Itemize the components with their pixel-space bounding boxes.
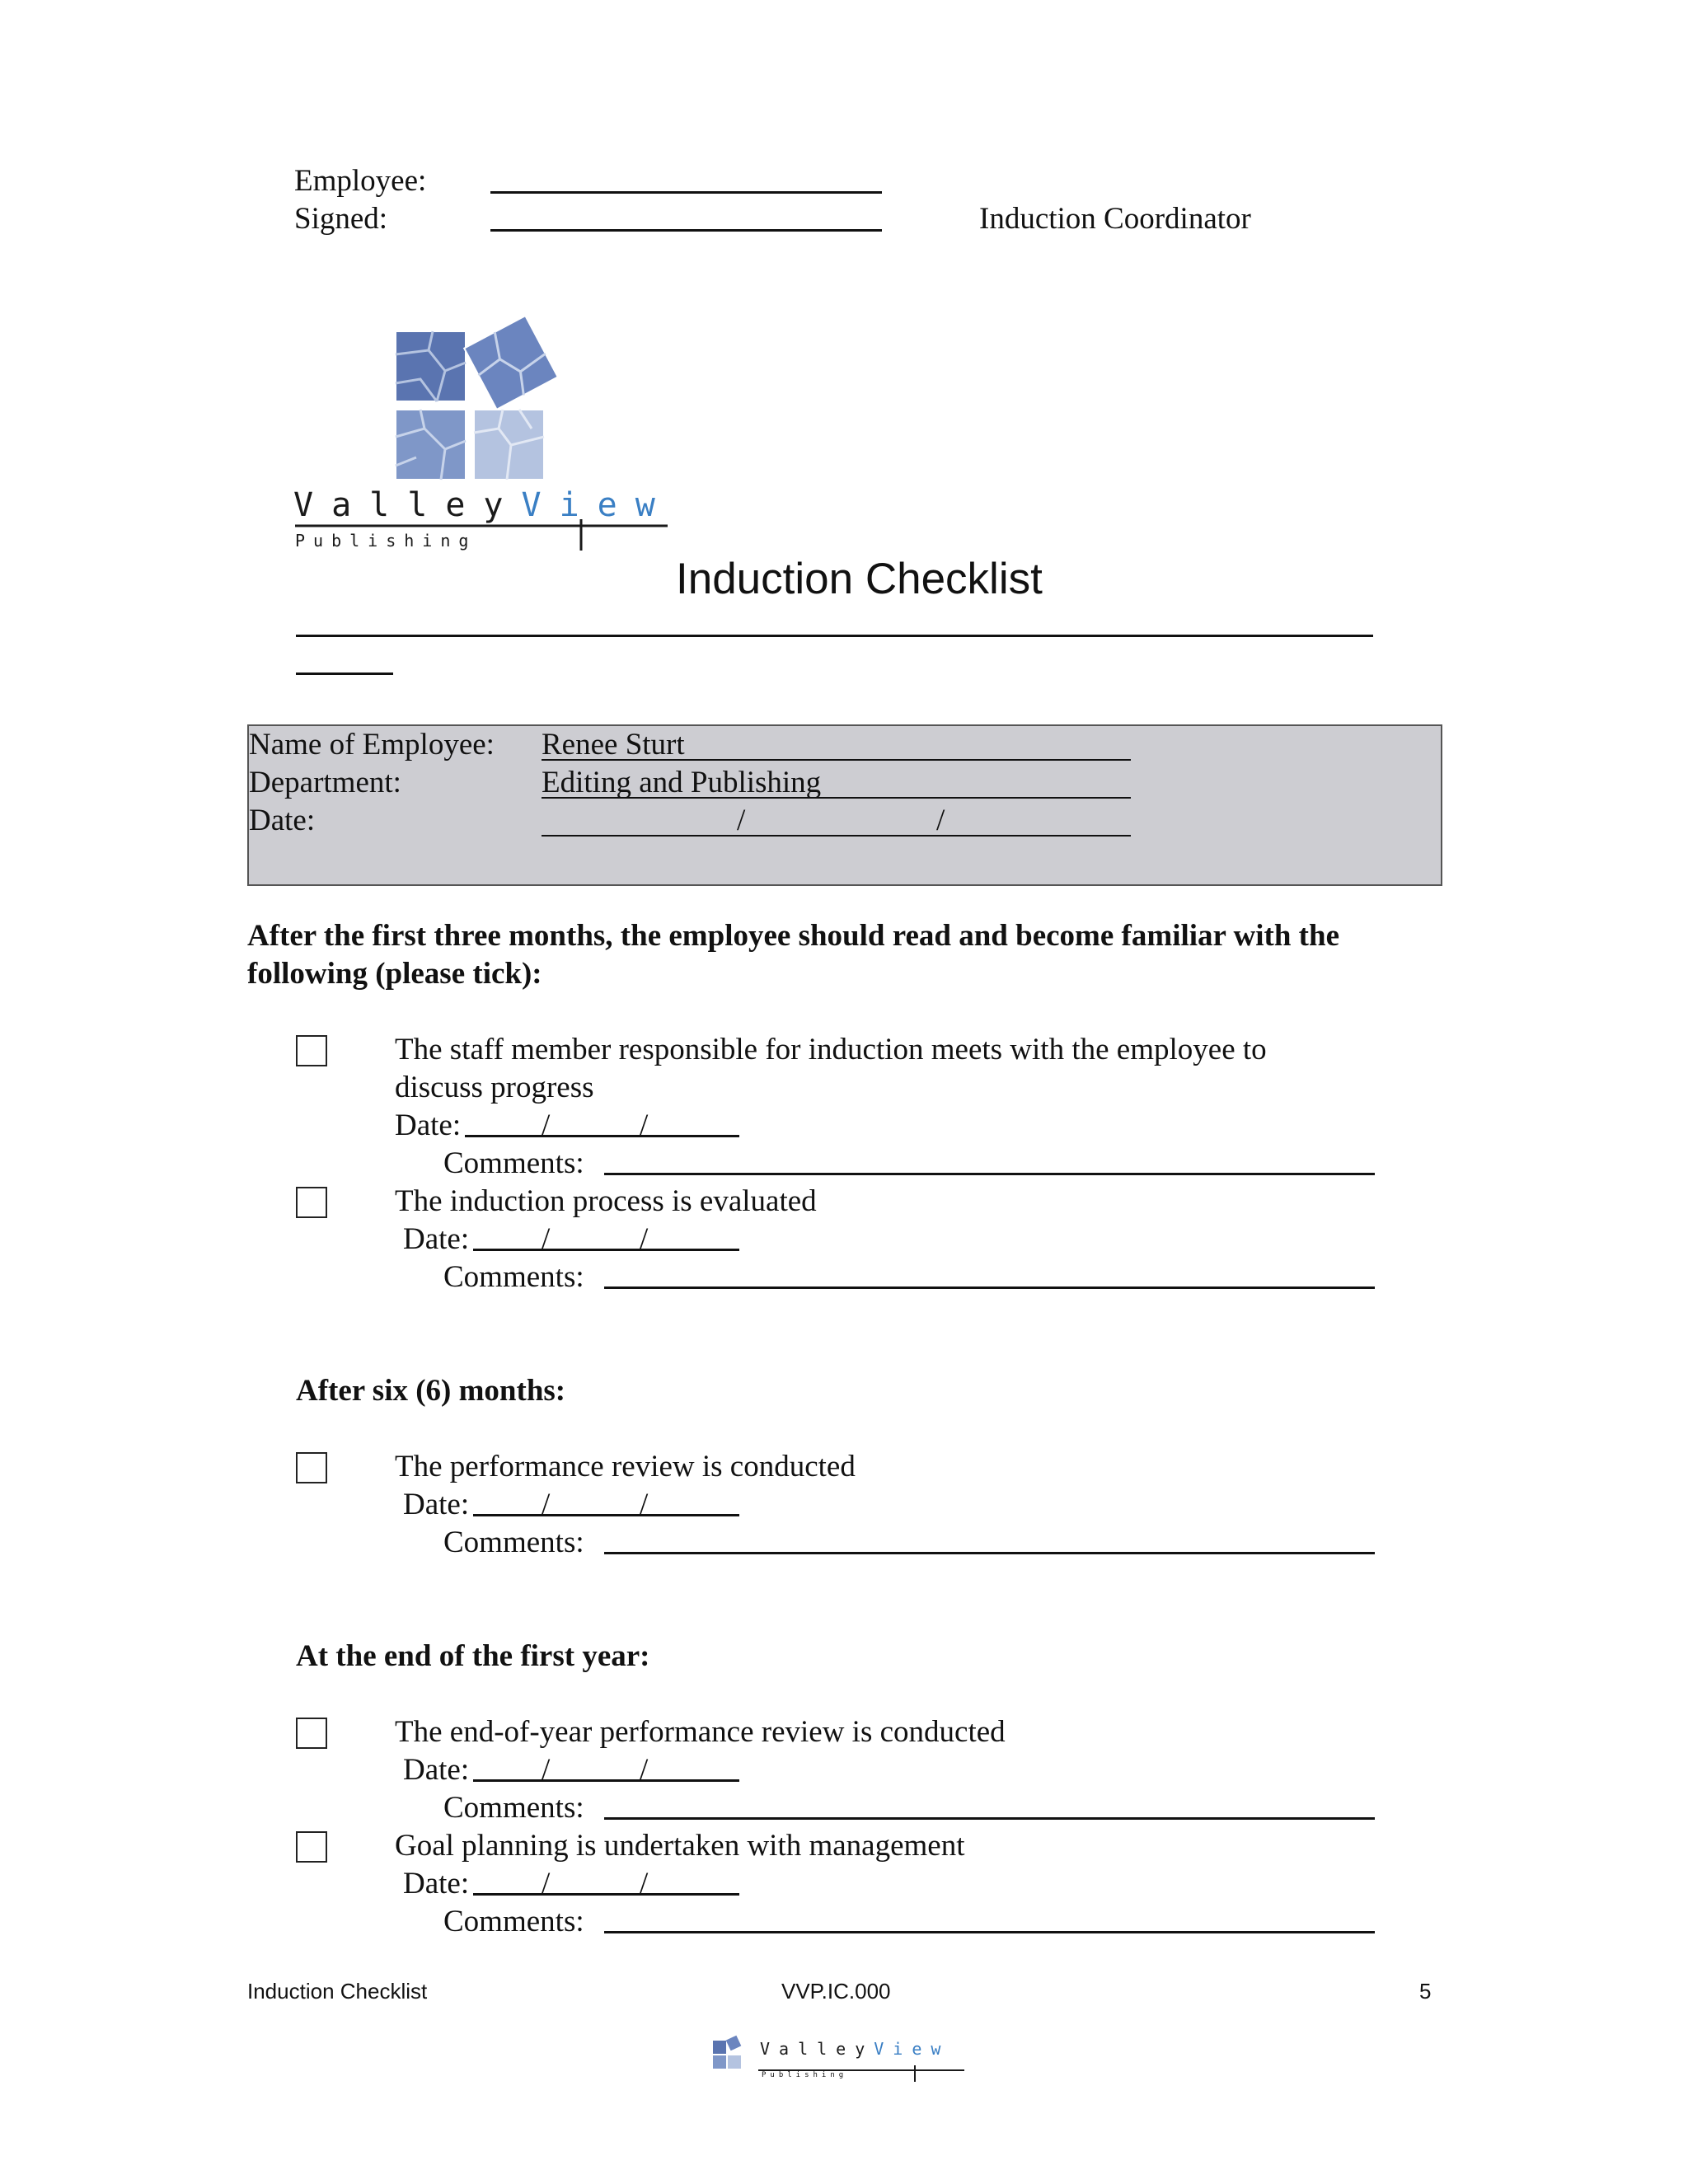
comments-label: Comments: [443,1526,584,1559]
section1-heading-line1: After the first three months, the employee should read and become familiar with the [247,919,1340,953]
title-rule-short [296,673,393,675]
checkbox-goal-planning[interactable] [296,1831,327,1863]
item-text: The performance review is conducted [395,1450,856,1483]
footer-logo-wordmark [760,2039,950,2059]
section2-heading: After six (6) months: [296,1374,566,1408]
info-date-sep-2: / [936,804,945,837]
date-label: Date: [403,1222,470,1256]
title-rule [296,635,1373,637]
signed-label: Signed: [294,202,388,236]
checkbox-performance-review[interactable] [296,1452,327,1483]
date-separator: / [640,1222,649,1256]
comments-label: Comments: [443,1146,584,1180]
date-label: Date: [249,804,316,837]
item-text: The staff member responsible for induction meets with the employee to [395,1033,1267,1066]
date-separator: / [640,1108,649,1142]
logo-wordmark [293,486,673,524]
employee-label: Employee: [294,164,427,198]
name-underline [542,759,1131,761]
item-text: The end-of-year performance review is conducted [395,1715,1006,1749]
comments-label: Comments: [443,1791,584,1825]
department-underline [542,797,1131,799]
date-field[interactable] [473,1893,739,1896]
comments-field[interactable] [604,1931,1375,1933]
department-value: Editing and Publishing [542,766,822,799]
footer-logo-subtitle: Publishing [762,2071,848,2079]
item-text: discuss progress [395,1071,594,1104]
employee-info-box [247,724,1442,886]
logo-subtitle: Publishing [295,531,477,551]
date-label: Date: [403,1753,470,1787]
employee-signature-line[interactable] [490,191,882,194]
logo-word-main: Valley [293,486,522,524]
footer-logo-word-accent: View [874,2039,950,2059]
comments-label: Comments: [443,1905,584,1938]
section1-heading-line2: following (please tick): [247,957,542,991]
date-separator: / [542,1488,551,1521]
comments-field[interactable] [604,1173,1375,1175]
footer-logo [709,2034,973,2083]
date-label: Date: [403,1867,470,1900]
item-text: Goal planning is undertaken with management [395,1829,965,1863]
info-date-field[interactable] [542,835,1131,837]
valleyview-logo [288,305,676,552]
footer-page-number: 5 [1419,1979,1432,2004]
comments-label: Comments: [443,1260,584,1294]
checkbox-induction-meeting[interactable] [296,1035,327,1066]
date-separator: / [640,1753,649,1787]
date-separator: / [542,1222,551,1256]
date-label: Date: [395,1108,462,1142]
section3-heading: At the end of the first year: [296,1639,650,1673]
info-date-sep-1: / [737,804,746,837]
footer-logo-word-main: Valley [760,2039,874,2059]
date-separator: / [640,1867,649,1900]
date-label: Date: [403,1488,470,1521]
checkbox-end-of-year-review[interactable] [296,1718,327,1749]
item-text: The induction process is evaluated [395,1184,817,1218]
coordinator-label: Induction Coordinator [979,202,1251,236]
page-title: Induction Checklist [676,555,1043,603]
date-field[interactable] [473,1249,739,1251]
date-separator: / [542,1753,551,1787]
signed-signature-line[interactable] [490,229,882,232]
date-separator: / [640,1488,649,1521]
comments-field[interactable] [604,1286,1375,1289]
comments-field[interactable] [604,1552,1375,1554]
logo-word-accent: View [521,486,673,524]
comments-field[interactable] [604,1817,1375,1820]
date-separator: / [542,1867,551,1900]
date-field[interactable] [473,1779,739,1782]
name-value: Renee Sturt [542,728,685,762]
footer-title: Induction Checklist [247,1979,428,2004]
date-field[interactable] [473,1514,739,1516]
checkbox-induction-evaluated[interactable] [296,1187,327,1218]
date-field[interactable] [465,1135,739,1137]
date-separator: / [542,1108,551,1142]
footer-doc-code: VVP.IC.000 [781,1979,891,2004]
department-label: Department: [249,766,401,799]
name-label: Name of Employee: [249,728,495,762]
